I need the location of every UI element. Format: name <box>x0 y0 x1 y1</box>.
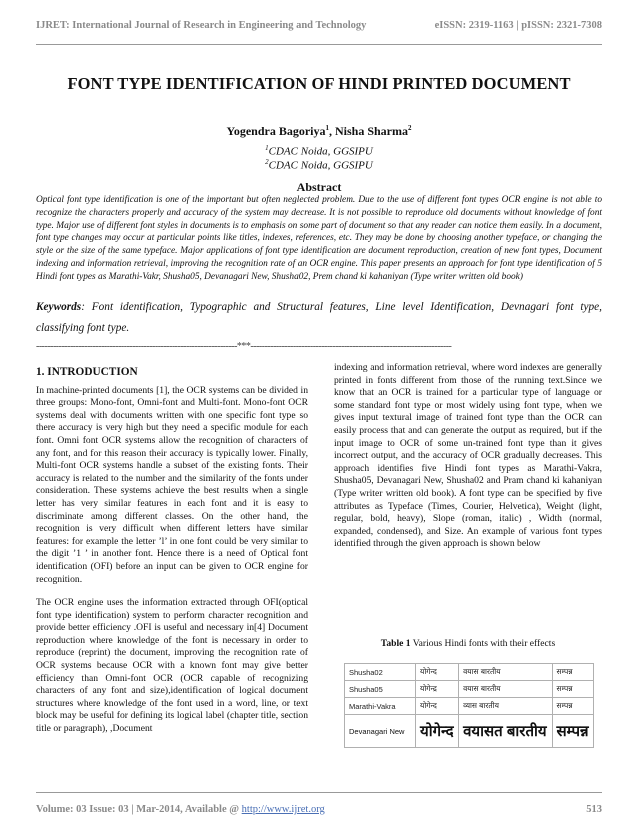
table-row <box>345 664 594 681</box>
sample-cell: वयास बारतीय <box>459 681 552 698</box>
keywords-text: : Font identification, Typographic and Structural features, Line level Identification, Devnagari font type, classifying font type. <box>36 301 602 334</box>
section-separator: -----------------------------------------------------------------------***----------------------------------------------------------------------- <box>36 341 452 352</box>
author-2: Nisha Sharma <box>334 124 408 138</box>
sample-cell: सम्पन्न <box>552 715 593 748</box>
intro-paragraph-1: In machine-printed documents [1], the OCR systems can be divided in three groups: Mono-font, Omni-font and Multi-font. Mono-font OCR systems deal with documents written with one specific font type so there accuracy is very high but they need a specific module for each font. Omni font OCR systems allow the recognition of characters of any font, and for this reason their accuracy is typically lower. Finally, Multi-font OCR systems handle a subset of the existing fonts. Their accuracy is related to the number and the similarity of the fonts under consideration. These systems achieve the best results when a single letter has very similar features in each font and it is easy to discriminate among different classes. On the other hand, the recognition is very difficult when different letters have similar features: for example the letter ’l’ in one font could be very similar to the digit ’1 ’ in another font. Hence there is a need of Optical font identification (OFI) before an input can be given to OCR engine for recognition. <box>36 384 308 585</box>
author-line <box>0 124 638 139</box>
footer-volume <box>36 804 325 815</box>
sample-cell: सम्पन्न <box>552 681 593 698</box>
sample-cell: सम्पन्न <box>552 698 593 715</box>
keywords-label: Keywords <box>36 301 82 313</box>
table-caption-text: Various Hindi fonts with their effects <box>410 638 556 649</box>
affiliation-1 <box>0 144 638 158</box>
font-name-cell: Marathi-Vakra <box>345 698 416 715</box>
author-2-sup: 2 <box>408 124 412 132</box>
page-number: 513 <box>586 804 602 815</box>
affiliation-2-sup: 2 <box>265 158 269 166</box>
table-row <box>345 698 594 715</box>
sample-cell: योगेन्द <box>416 715 459 748</box>
footer-volume-text: Volume: 03 Issue: 03 | Mar-2014, Available @ <box>36 804 242 815</box>
journal-header: IJRET: International Journal of Research in Engineering and Technology <box>36 20 367 31</box>
author-1: Yogendra Bagoriya <box>226 124 326 138</box>
footer-rule <box>36 792 602 793</box>
abstract-body: Optical font type identification is one of the important but often neglected problem. Due to the use of different font types OCR engine is not able to recognize the characters properly and accuracy of the system may decrease. It is not possible to reproduce old documents without knowledge of font type. Major use of different font styles in documents is to emphasis on some part of document so that any reader can notice them easily. In a document, font type changes may occur at particular points like titles, indexes, references, etc. They may be done by choosing another typeface, or changing the style or the size of the same typeface. Major applications of font type identification are document reproduction, creation of new font types, Document indexing and information retrieval, improving the recognition rate of an OCR engine. This paper presents an approach for font type identification of 5 Hindi font types as Marathi-Vakr, Shusha05, Devanagari New, Shusha02, Prem chand ki kahaniyan (Type writer written old book) <box>36 195 602 282</box>
sample-cell: व्यास बारतीय <box>459 698 552 715</box>
header-rule <box>36 44 602 45</box>
fonts-table <box>344 663 594 748</box>
sample-cell: योगेन्द <box>416 698 459 715</box>
keywords <box>36 297 602 339</box>
affiliation-1-sup: 1 <box>265 144 269 152</box>
intro-heading: 1. INTRODUCTION <box>36 366 138 378</box>
sample-cell: वयासत बारतीय <box>459 715 552 748</box>
paper-title: FONT TYPE IDENTIFICATION OF HINDI PRINTED DOCUMENT <box>67 74 571 93</box>
left-column <box>36 366 308 747</box>
table-row <box>345 681 594 698</box>
affiliation-1-text: CDAC Noida, GGSIPU <box>268 145 373 158</box>
sample-cell: वयास बारतीय <box>459 664 552 681</box>
font-name-cell: Shusha02 <box>345 664 416 681</box>
intro-paragraph-2: The OCR engine uses the information extracted through OFI(optical font type identification) system to perform character recognition and provide better efficiency .OFI is useful and necessary in[4] Document reproduction where knowledge of the font is necessary in order to reproduce (reprint) the document, improving the recognition rate of OCR systems because OCR with a known font may give better efficiency than Omni-font OCR (OCR capable of recognizing characters of any font and size),identification of logical document structures where knowledge of the font used in a word, line, or text block may be useful for defining its logical label (chapter title, section title or paragraph), ,Document <box>36 597 308 735</box>
sample-cell: योगेन्द <box>416 664 459 681</box>
affiliation-2-text: CDAC Noida, GGSIPU <box>268 159 373 172</box>
author-separator: , <box>328 124 335 138</box>
affiliation-2 <box>0 158 638 172</box>
font-name-cell: Shusha05 <box>345 681 416 698</box>
sample-cell: सम्पन्न <box>552 664 593 681</box>
issn-header: eISSN: 2319-1163 | pISSN: 2321-7308 <box>434 20 602 31</box>
table-caption-label: Table 1 <box>380 638 411 649</box>
font-name-cell: Devanagari New <box>345 715 416 748</box>
sample-cell: योगेन्द्र <box>416 681 459 698</box>
intro-paragraph-3: indexing and information retrieval, where word indexes are generally printed in fonts different from those of the running text.Since we know that an OCR is trained for a particular type of language or some standard font type or most widely using font type, when we gives input textural image of trained font type than the OCR can easily process that and can generate the output as required, but if the input image to OCR of some un-trained font type than it gives incorrect output, and the accuracy of OCR gradually decreases. This approach identifies five Hindi font types as Marathi-Vakra, Shusha05, Devanagari New, Shusha02 and Pram chand ki kahaniyan (Type writer written old book). A font type can be specified by five attributes as Typeface (Times, Courier, Helvetica), Weight (light, regular, bold, heavy), Slope (roman, italic) , Width (normal, expanded, condensed), and Size. An example of various font types identified through the given approach is shown below <box>334 362 602 550</box>
table-caption <box>334 638 602 649</box>
author-1-sup: 1 <box>325 124 329 132</box>
right-column <box>334 362 602 562</box>
table-row <box>345 715 594 748</box>
abstract-heading: Abstract <box>296 180 342 194</box>
journal-link[interactable]: http://www.ijret.org <box>241 804 325 815</box>
